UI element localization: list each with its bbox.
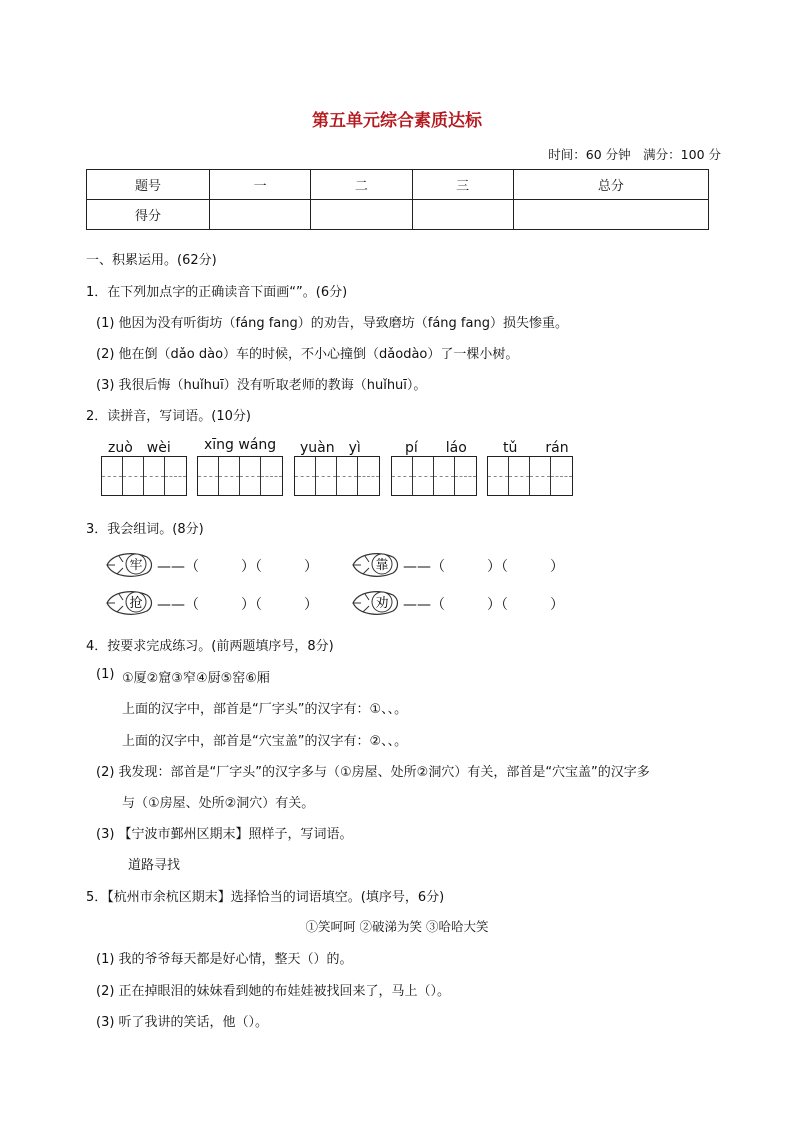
writing-grid[interactable] (294, 456, 380, 496)
writing-grid[interactable] (197, 456, 283, 496)
question-4-line: (3) 【宁波市鄞州区期末】照样子，写词语。 (96, 827, 353, 842)
question-1-title: 1．在下列加点字的正确读音下面画“”。(6分) (86, 285, 348, 300)
question-5-item: (1) 我的爷爷每天都是好心情，整天（）的。 (96, 952, 353, 967)
question-4-line: 上面的汉字中，部首是“穴宝盖”的汉字有：②、、。 (122, 734, 408, 749)
section-heading: 一、积累运用。(62分) (86, 253, 217, 268)
score-cell[interactable] (412, 200, 513, 230)
score-header-cell: 二 (311, 170, 412, 200)
score-cell[interactable] (210, 200, 311, 230)
score-table-row (87, 200, 709, 230)
exam-time-score: 时间：60 分钟 满分：100 分 (548, 147, 721, 162)
score-header-cell: 一 (210, 170, 311, 200)
question-4-line: (2) 我发现：部首是“厂字头”的汉字多与（①房屋、处所②洞穴）有关，部首是“穴宝盖”的汉字多 (96, 765, 650, 780)
score-header-cell: 总分 (513, 170, 708, 200)
question-1-item: (3) 我很后悔（huǐhuī）没有听取老师的教诲（huǐhuī）。 (96, 378, 427, 393)
pinyin-label: zuò wèi (108, 440, 171, 456)
leaf-char-icon (103, 587, 155, 617)
writing-grid[interactable] (487, 456, 573, 496)
question-4-char-list: ①厦②窟③窄④厨⑤窑⑥厢 (122, 671, 270, 686)
question-4-line: 与（①房屋、处所②洞穴）有关。 (122, 796, 315, 811)
pinyin-label: yuàn yì (300, 440, 361, 456)
score-header-cell: 三 (412, 170, 513, 200)
question-1-item: (2) 他在倒（dǎo dào）车的时候，不小心撞倒（dǎodào）了一棵小树。 (96, 347, 519, 362)
question-2-title: 2．读拼音，写词语。(10分) (86, 409, 251, 424)
question-4-title: 4．按要求完成练习。(前两题填序号，8分) (86, 639, 334, 654)
word-blank[interactable]: ——（ ）（ ） (403, 559, 564, 575)
question-4-example: 道路寻找 (128, 858, 181, 873)
question-5-options: ①笑呵呵 ②破涕为笑 ③哈哈大笑 (305, 919, 489, 934)
leaf-char-icon (349, 587, 401, 617)
leaf-char-icon (103, 549, 155, 579)
score-table-header-row (87, 170, 709, 200)
question-4-sub-label: (1) (96, 667, 115, 682)
score-row-label: 得分 (87, 200, 210, 230)
score-cell[interactable] (513, 200, 708, 230)
question-5-item: (2) 正在掉眼泪的妹妹看到她的布娃娃被找回来了，马上（）。 (96, 984, 451, 999)
writing-grid[interactable] (101, 456, 187, 496)
char-prompt: 靠 (375, 558, 389, 573)
score-header-cell: 题号 (87, 170, 210, 200)
word-blank[interactable]: ——（ ）（ ） (157, 597, 318, 613)
char-prompt: 劝 (375, 596, 389, 611)
word-blank[interactable]: ——（ ）（ ） (403, 597, 564, 613)
score-cell[interactable] (311, 200, 412, 230)
question-3-title: 3．我会组词。(8分) (86, 522, 204, 537)
leaf-char-icon (349, 549, 401, 579)
score-table (86, 169, 709, 230)
question-5-item: (3) 听了我讲的笑话，他（）。 (96, 1015, 269, 1030)
pinyin-label: pí láo (405, 440, 467, 456)
pinyin-label: tǔ rán (503, 440, 569, 456)
char-prompt: 牢 (129, 558, 143, 573)
word-blank[interactable]: ——（ ）（ ） (157, 559, 318, 575)
page-title: 第五单元综合素质达标 (312, 111, 482, 131)
char-prompt: 抢 (129, 596, 143, 611)
question-1-item: (1) 他因为没有听街坊（fáng fang）的劝告，导致磨坊（fáng fang）损失惨重。 (96, 316, 568, 331)
pinyin-label: xīng wáng (204, 437, 277, 453)
writing-grid[interactable] (391, 456, 477, 496)
question-5-title: 5．【杭州市余杭区期末】选择恰当的词语填空。(填序号，6分) (86, 890, 445, 905)
question-4-line: 上面的汉字中，部首是“厂字头”的汉字有：①、、。 (122, 702, 408, 717)
